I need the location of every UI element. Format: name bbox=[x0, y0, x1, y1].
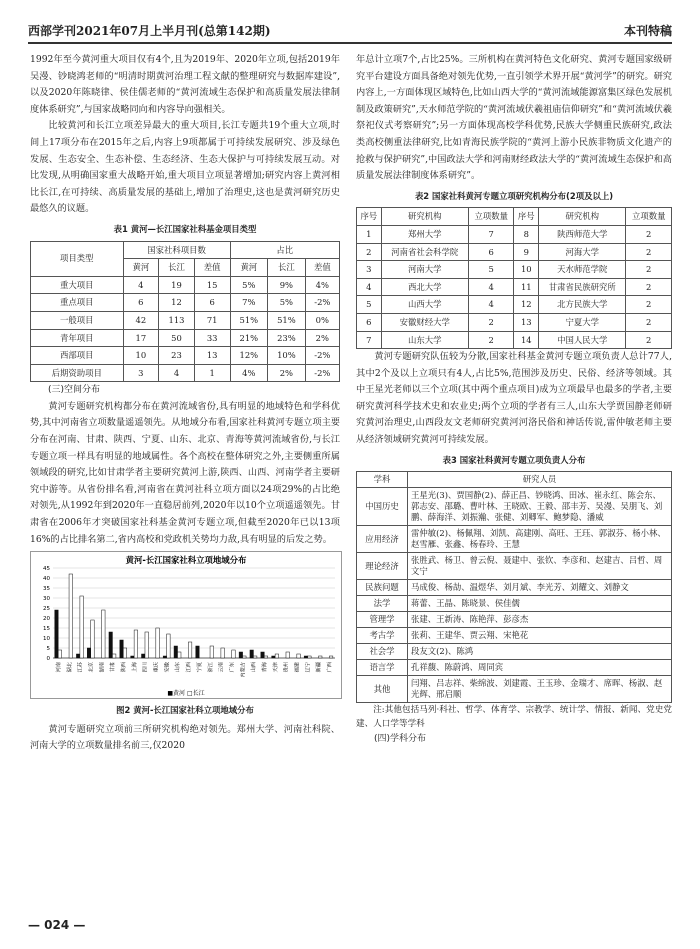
table-cell: 河南省社会科学院 bbox=[381, 243, 468, 261]
x-tick-label: 山东 bbox=[175, 662, 182, 673]
table-cell: 宁夏大学 bbox=[539, 313, 626, 331]
x-tick-label: 新疆 bbox=[316, 662, 323, 673]
bar bbox=[91, 620, 94, 658]
table-cell: 其他 bbox=[357, 676, 408, 703]
bar bbox=[261, 652, 264, 658]
bar bbox=[112, 654, 115, 658]
paragraph: 黄河专题研究立项前三所研究机构绝对领先。郑州大学、河南社科院、河南大学的立项数量排名前三,仅2020 bbox=[30, 723, 340, 752]
table-cell: 3 bbox=[123, 364, 159, 382]
x-tick-label: 湖南 bbox=[99, 662, 106, 673]
table-cell: 6 bbox=[357, 313, 382, 331]
table-header: 立项数量 bbox=[468, 208, 514, 226]
table-cell: 5 bbox=[468, 261, 514, 279]
table-caption: 表3 国家社科黄河专题立项负责人分布 bbox=[442, 454, 586, 465]
x-tick-label: 甘肃 bbox=[110, 662, 117, 673]
table-cell: 应用经济 bbox=[357, 526, 408, 553]
table-cell: -2% bbox=[305, 347, 339, 365]
table-row bbox=[357, 243, 672, 261]
table-cell: 10 bbox=[514, 261, 539, 279]
table-cell: 4 bbox=[468, 296, 514, 314]
table-cell: 7 bbox=[357, 331, 382, 349]
table-cell: 山东大学 bbox=[381, 331, 468, 349]
table-cell: 2 bbox=[626, 225, 672, 243]
bar bbox=[109, 632, 112, 658]
table-cell: 2 bbox=[468, 331, 514, 349]
table-cell: 闫翔、吕志祥、柴绵波、刘建霞、王玉珍、金瑞才、席晖、杨淑、赵光辉、邢启顺 bbox=[408, 676, 672, 703]
table-cell: 113 bbox=[159, 311, 195, 329]
table-cell: -2% bbox=[305, 364, 339, 382]
bar bbox=[178, 652, 181, 658]
y-tick-label: 0 bbox=[46, 656, 50, 663]
bar bbox=[221, 648, 224, 658]
table-cell: 郑州大学 bbox=[381, 225, 468, 243]
table-cell: 17 bbox=[123, 329, 159, 347]
table-cell: 3 bbox=[357, 261, 382, 279]
bar bbox=[272, 656, 275, 658]
bar bbox=[163, 656, 166, 658]
table-header: 差值 bbox=[305, 259, 339, 277]
table-header: 序号 bbox=[357, 208, 382, 226]
y-tick-label: 45 bbox=[43, 566, 50, 573]
table-cell: 孔祥馥、陈蔚鸿、周同宾 bbox=[408, 660, 672, 676]
table-cell: 19 bbox=[159, 276, 195, 294]
table-cell: 管理学 bbox=[357, 612, 408, 628]
table-cell: 法学 bbox=[357, 596, 408, 612]
x-tick-label: 陕西 bbox=[121, 662, 127, 673]
bar bbox=[123, 648, 126, 658]
table-cell: 2% bbox=[305, 329, 339, 347]
table-note: 注:其他包括马列·科社、哲学、体育学、宗教学、统计学、情报、新闻、党史党建、人口学等学科 bbox=[356, 705, 672, 730]
table-row bbox=[357, 596, 672, 612]
table-cell: 5% bbox=[268, 294, 306, 312]
bar bbox=[286, 652, 289, 658]
table-cell: 考古学 bbox=[357, 628, 408, 644]
bar bbox=[250, 650, 253, 658]
table-cell: 4% bbox=[305, 276, 339, 294]
table-body bbox=[357, 488, 672, 703]
bar bbox=[76, 654, 79, 658]
x-tick-label: 云南 bbox=[218, 662, 225, 673]
table-header: 研究人员 bbox=[408, 472, 672, 488]
table-cell: 天水师范学院 bbox=[539, 261, 626, 279]
table-cell: 山西大学 bbox=[381, 296, 468, 314]
y-tick-label: 35 bbox=[43, 586, 50, 593]
bar bbox=[329, 656, 332, 658]
y-tick-label: 30 bbox=[43, 596, 50, 603]
table-cell: 王星光(3)、贾国静(2)、薛正昌、钞晓鸿、田冰、崔永红、陈会东、郭志安、邵璐、曹叶林、王晓欧、王毅、邵丰芳、吴漫、吴朋飞、刘鹏、薛海洋、刘振瀚、张健、刘卿军、鲍梦隐、潘威 bbox=[408, 488, 672, 526]
table-row bbox=[357, 628, 672, 644]
table-row bbox=[357, 612, 672, 628]
bar bbox=[232, 650, 235, 658]
table-cell: 7% bbox=[230, 294, 268, 312]
bar bbox=[87, 648, 90, 658]
project-type-table bbox=[30, 241, 340, 383]
x-tick-label: 浙江 bbox=[207, 662, 214, 673]
table-cell: 13 bbox=[514, 313, 539, 331]
bar bbox=[188, 642, 191, 658]
bar bbox=[210, 646, 213, 658]
table-cell: 2 bbox=[626, 278, 672, 296]
table-cell: 12% bbox=[230, 347, 268, 365]
bar bbox=[264, 656, 267, 658]
table-cell: 5% bbox=[230, 276, 268, 294]
x-tick-label: 四川 bbox=[142, 662, 149, 673]
table-cell: 重大项目 bbox=[31, 276, 124, 294]
x-tick-label: 山西 bbox=[251, 662, 258, 673]
chart-svg bbox=[31, 552, 341, 698]
bar bbox=[134, 630, 137, 658]
table-cell: 23% bbox=[268, 329, 306, 347]
table-row bbox=[357, 331, 672, 349]
table-cell: 13 bbox=[194, 347, 230, 365]
table-cell: 中国人民大学 bbox=[539, 331, 626, 349]
table-row bbox=[357, 261, 672, 279]
table-row bbox=[357, 553, 672, 580]
table-caption: 表1 黄河—长江国家社科基金项目类型 bbox=[113, 223, 257, 234]
bar bbox=[55, 610, 58, 658]
x-tick-label: 福建 bbox=[294, 662, 301, 673]
institution-table bbox=[356, 207, 672, 349]
bar bbox=[239, 652, 242, 658]
table-cell: 一般项目 bbox=[31, 311, 124, 329]
x-tick-label: 天津 bbox=[272, 662, 279, 673]
x-tick-label: 河南 bbox=[55, 662, 62, 673]
table-cell: 西北大学 bbox=[381, 278, 468, 296]
table-cell: 42 bbox=[123, 311, 159, 329]
paragraph: 黄河专题研究机构都分布在黄河流域省份,具有明显的地域特色和学科优势,其中河南省立项数量遥遥领先。从地域分布看,国家社科黄河专题立项主要分布在河南、甘肃、陕西、宁夏、山东、北京、青海等黄河流域省份,与长江专题立项一样具有明显的地域属性。各个高校在整体研究之外,主要侧重所属领域段的研究,比如甘肃学者主要研究黄河上游,陕西、山西、河南学者主要研究中游等。从省份排名看,河南省在黄河社科立项方面以24项29%的占比绝对领先,从1992年到2020年一直稳居前列,2020年以10个立项遥遥领先。甘肃省在2006年才突破国家社科基金黄河专题立项,但截至2020年已以13项16%的占比排名第二,省内高校和党政机关势均力敌,具有明显的后发之势。 bbox=[30, 400, 340, 545]
table-cell: 段友文(2)、陈鸿 bbox=[408, 644, 672, 660]
table-row bbox=[31, 276, 340, 294]
researcher-table bbox=[356, 471, 672, 703]
table-row bbox=[31, 347, 340, 365]
y-tick-label: 40 bbox=[43, 576, 50, 583]
table-cell: 河南大学 bbox=[381, 261, 468, 279]
table-cell: 张建、王新涛、陈艳萍、彭彦杰 bbox=[408, 612, 672, 628]
bar bbox=[156, 628, 159, 658]
y-tick-label: 10 bbox=[43, 636, 50, 643]
chart-legend: ■黄河 □长江 bbox=[167, 690, 205, 698]
table-header: 序号 bbox=[514, 208, 539, 226]
bar bbox=[243, 656, 246, 658]
x-tick-label: 宁夏 bbox=[196, 662, 203, 673]
table-cell: 6 bbox=[123, 294, 159, 312]
table-cell: 蒋蕾、王晶、陈晓景、侯佳儒 bbox=[408, 596, 672, 612]
bar bbox=[131, 656, 134, 658]
bar bbox=[58, 650, 61, 658]
table-header: 黄河 bbox=[230, 259, 268, 277]
bar bbox=[102, 610, 105, 658]
table-cell: 9% bbox=[268, 276, 306, 294]
table-cell: 2 bbox=[626, 261, 672, 279]
table-cell: 语言学 bbox=[357, 660, 408, 676]
table-cell: 西部项目 bbox=[31, 347, 124, 365]
table-body bbox=[31, 276, 340, 382]
table-row bbox=[357, 526, 672, 553]
table-cell: 9 bbox=[514, 243, 539, 261]
bar bbox=[196, 646, 199, 658]
table-cell: 2 bbox=[626, 296, 672, 314]
table-cell: 1 bbox=[357, 225, 382, 243]
x-tick-label: 内蒙古 bbox=[240, 662, 247, 678]
table-cell: 6 bbox=[468, 243, 514, 261]
table-cell: 甘肃省民族研究所 bbox=[539, 278, 626, 296]
table-cell: 河海大学 bbox=[539, 243, 626, 261]
table-cell: 4 bbox=[357, 278, 382, 296]
bar bbox=[304, 656, 307, 658]
region-bar-chart bbox=[30, 551, 342, 699]
bar bbox=[145, 632, 148, 658]
x-tick-label: 北京 bbox=[88, 662, 95, 673]
table-cell: 青年项目 bbox=[31, 329, 124, 347]
table-cell: 重点项目 bbox=[31, 294, 124, 312]
table-cell: 2% bbox=[268, 364, 306, 382]
table-cell: 2 bbox=[357, 243, 382, 261]
table-header: 国家社科项目数 bbox=[123, 241, 230, 259]
bar bbox=[275, 654, 278, 658]
table-header: 差值 bbox=[194, 259, 230, 277]
table-row bbox=[357, 296, 672, 314]
table-row bbox=[357, 644, 672, 660]
table-cell: 8 bbox=[514, 225, 539, 243]
table-cell: 马成俊、杨劼、温煜华、刘月斌、李光芳、刘耀文、刘静文 bbox=[408, 580, 672, 596]
y-tick-label: 5 bbox=[46, 646, 50, 653]
x-tick-label: 辽宁 bbox=[305, 662, 312, 673]
table-cell: 2 bbox=[626, 313, 672, 331]
table-cell: 10% bbox=[268, 347, 306, 365]
bar bbox=[297, 654, 300, 658]
paragraph: 比较黄河和长江立项差异最大的重大项目,长江专题共19个重大立项,时间上17项分布在2015年之后,内容上9项都属于可持续发展研究、涉及绿色发展、生态安全、生态补偿、生态经济、生态大保护与可持续发展互动。对比发现,从明确国家重大战略开始,重大项目立项显著增加;研究内容上黄河相比长江,在可持续、高质量发展的基础上,增加了治理史,这也是黄河研究历史最悠久的议题。 bbox=[30, 120, 340, 215]
table-cell: 4% bbox=[230, 364, 268, 382]
table-cell: 5 bbox=[357, 296, 382, 314]
table-cell: 10 bbox=[123, 347, 159, 365]
bar bbox=[69, 574, 72, 658]
bar bbox=[120, 640, 123, 658]
x-tick-label: 贵州 bbox=[283, 662, 290, 673]
table-cell: 4 bbox=[468, 278, 514, 296]
table-cell: 12 bbox=[159, 294, 195, 312]
table-cell: 1 bbox=[194, 364, 230, 382]
table-cell: 后期资助项目 bbox=[31, 364, 124, 382]
table-row bbox=[357, 313, 672, 331]
table-cell: 21% bbox=[230, 329, 268, 347]
table-cell: 理论经济 bbox=[357, 553, 408, 580]
bar bbox=[174, 646, 177, 658]
bar bbox=[167, 634, 170, 658]
table-header: 研究机构 bbox=[539, 208, 626, 226]
x-tick-label: 江西 bbox=[186, 662, 193, 673]
bar bbox=[319, 656, 322, 658]
x-tick-label: 广西 bbox=[327, 662, 334, 673]
table-header: 黄河 bbox=[123, 259, 159, 277]
subsection-heading: (三)空间分布 bbox=[48, 385, 101, 396]
table-cell: 14 bbox=[514, 331, 539, 349]
bar bbox=[253, 656, 256, 658]
y-tick-label: 15 bbox=[43, 626, 50, 633]
table-row bbox=[31, 294, 340, 312]
table-caption: 表2 国家社科黄河专题立项研究机构分布(2项及以上) bbox=[414, 190, 614, 201]
x-tick-label: 上海 bbox=[131, 662, 138, 673]
table-cell: 0% bbox=[305, 311, 339, 329]
table-cell: 4 bbox=[159, 364, 195, 382]
x-tick-label: 青海 bbox=[262, 662, 268, 673]
table-header: 长江 bbox=[268, 259, 306, 277]
table-cell: 6 bbox=[194, 294, 230, 312]
table-cell: 2 bbox=[626, 243, 672, 261]
table-row bbox=[357, 278, 672, 296]
table-row bbox=[357, 225, 672, 243]
table-cell: 23 bbox=[159, 347, 195, 365]
x-tick-label: 广东 bbox=[229, 662, 236, 673]
table-row bbox=[357, 660, 672, 676]
table-cell: 张胜武、杨卫、曾云倪、聂建中、张钦、李彦和、赵建吉、吕哲、周文宁 bbox=[408, 553, 672, 580]
table-cell: 陕西师范大学 bbox=[539, 225, 626, 243]
table-cell: 50 bbox=[159, 329, 195, 347]
table-header: 长江 bbox=[159, 259, 195, 277]
table-cell: 71 bbox=[194, 311, 230, 329]
table-cell: 15 bbox=[194, 276, 230, 294]
table-cell: 2 bbox=[468, 313, 514, 331]
table-cell: 2 bbox=[626, 331, 672, 349]
table-cell: 51% bbox=[230, 311, 268, 329]
bar bbox=[142, 654, 145, 658]
table-row bbox=[31, 364, 340, 382]
journal-title: 西部学刊2021年07月上半月刊(总第142期) bbox=[28, 24, 271, 38]
table-cell: 雷仲敏(2)、杨佩翔、刘凯、高建刚、高旺、王珏、郭淑芬、杨小林、赵雪雁、张鑫、杨春玲、王慧 bbox=[408, 526, 672, 553]
table-header: 学科 bbox=[357, 472, 408, 488]
table-header: 占比 bbox=[230, 241, 339, 259]
page-header bbox=[28, 20, 672, 44]
page-number: — 024 — bbox=[28, 918, 86, 932]
table-header: 研究机构 bbox=[381, 208, 468, 226]
x-tick-label: 江苏 bbox=[77, 662, 84, 673]
table-cell: 51% bbox=[268, 311, 306, 329]
table-cell: 11 bbox=[514, 278, 539, 296]
table-cell: 33 bbox=[194, 329, 230, 347]
table-cell: 民族问题 bbox=[357, 580, 408, 596]
table-cell: 北方民族大学 bbox=[539, 296, 626, 314]
table-header: 项目类型 bbox=[31, 241, 124, 276]
table-cell: -2% bbox=[305, 294, 339, 312]
y-tick-label: 20 bbox=[43, 616, 50, 623]
subsection-heading: (四)学科分布 bbox=[374, 734, 427, 745]
y-tick-label: 25 bbox=[43, 606, 50, 613]
table-cell: 安徽财经大学 bbox=[381, 313, 468, 331]
table-header: 立项数量 bbox=[626, 208, 672, 226]
right-column bbox=[356, 52, 672, 748]
table-row bbox=[31, 311, 340, 329]
table-row bbox=[357, 488, 672, 526]
x-tick-label: 重庆 bbox=[153, 662, 160, 673]
paragraph: 年总计立项7个,占比25%。三所机构在黄河特色文化研究、黄河专题国家级研究平台建设方面具备绝对领先优势,一直引领学术界开展“黄河学”的研究。研究内容上,一方面体现区域特色,比如山西大学的“黄河流域能源富集区绿色发展机制及政策研究”,天水师范学院的“黄河流域伏羲祖庙信仰研究”和“黄河流域伏羲祭祀仪式考察研究”;另一方面体现高校学科优势,民族大学侧重民族研究,政法类高校侧重法律研究,比如青海民族学院的“黄河上游小民族非物质文化遗产的抢救与保护研究”,中国政法大学和河南财经政法大学的“黄河流域生态保护和高质量发展法律制度体系研究”。 bbox=[356, 54, 672, 182]
table-cell: 中国历史 bbox=[357, 488, 408, 526]
chart-title: 黄河-长江国家社科立项地域分布 bbox=[125, 555, 247, 566]
table-cell: 4 bbox=[123, 276, 159, 294]
paragraph: 黄河专题研究队伍较为分散,国家社科基金黄河专题立项负责人总计77人,其中2个及以上立项只有4人,占比5%,范围涉及历史、民俗、经济等领域。其中王星光老师以三个立项(其中两个重点项目)成为立项最早也最多的学者,主要研究黄河科学技术史和农业史;两个立项的学者有三人,山东大学贾国静老师研究黄河治理史,山西段友文老师研究黄河河洛民俗和神话传说,雷仲敏老师主要从经济领域研究黄河可持续发展。 bbox=[356, 351, 672, 446]
table-row bbox=[31, 329, 340, 347]
table-cell: 12 bbox=[514, 296, 539, 314]
left-column bbox=[30, 52, 340, 755]
table-body bbox=[357, 225, 672, 348]
x-tick-label: 湖北 bbox=[66, 662, 73, 673]
table-cell: 张莉、王建华、贾云翔、宋艳花 bbox=[408, 628, 672, 644]
table-cell: 7 bbox=[468, 225, 514, 243]
table-row bbox=[357, 580, 672, 596]
x-tick-label: 安徽 bbox=[164, 662, 171, 673]
bar bbox=[80, 596, 83, 658]
table-cell: 社会学 bbox=[357, 644, 408, 660]
section-label: 本刊特稿 bbox=[623, 24, 672, 38]
figure-caption: 图2 黄河-长江国家社科立项地域分布 bbox=[116, 705, 254, 716]
paragraph: 1992年至今黄河重大项目仅有4个,且为2019年、2020年立项,包括2019年吴漫、钞晓鸿老师的“明清时期黄河治理工程文献的整理研究与数据库建设”,以及2020年陈晓律、侯佳儒老师的“黄河流域生态保护和高质量发展法律制度体系研究”,与国家战略同向和内容导向强相关。 bbox=[30, 54, 340, 115]
bar bbox=[308, 656, 311, 658]
table-row bbox=[357, 676, 672, 703]
